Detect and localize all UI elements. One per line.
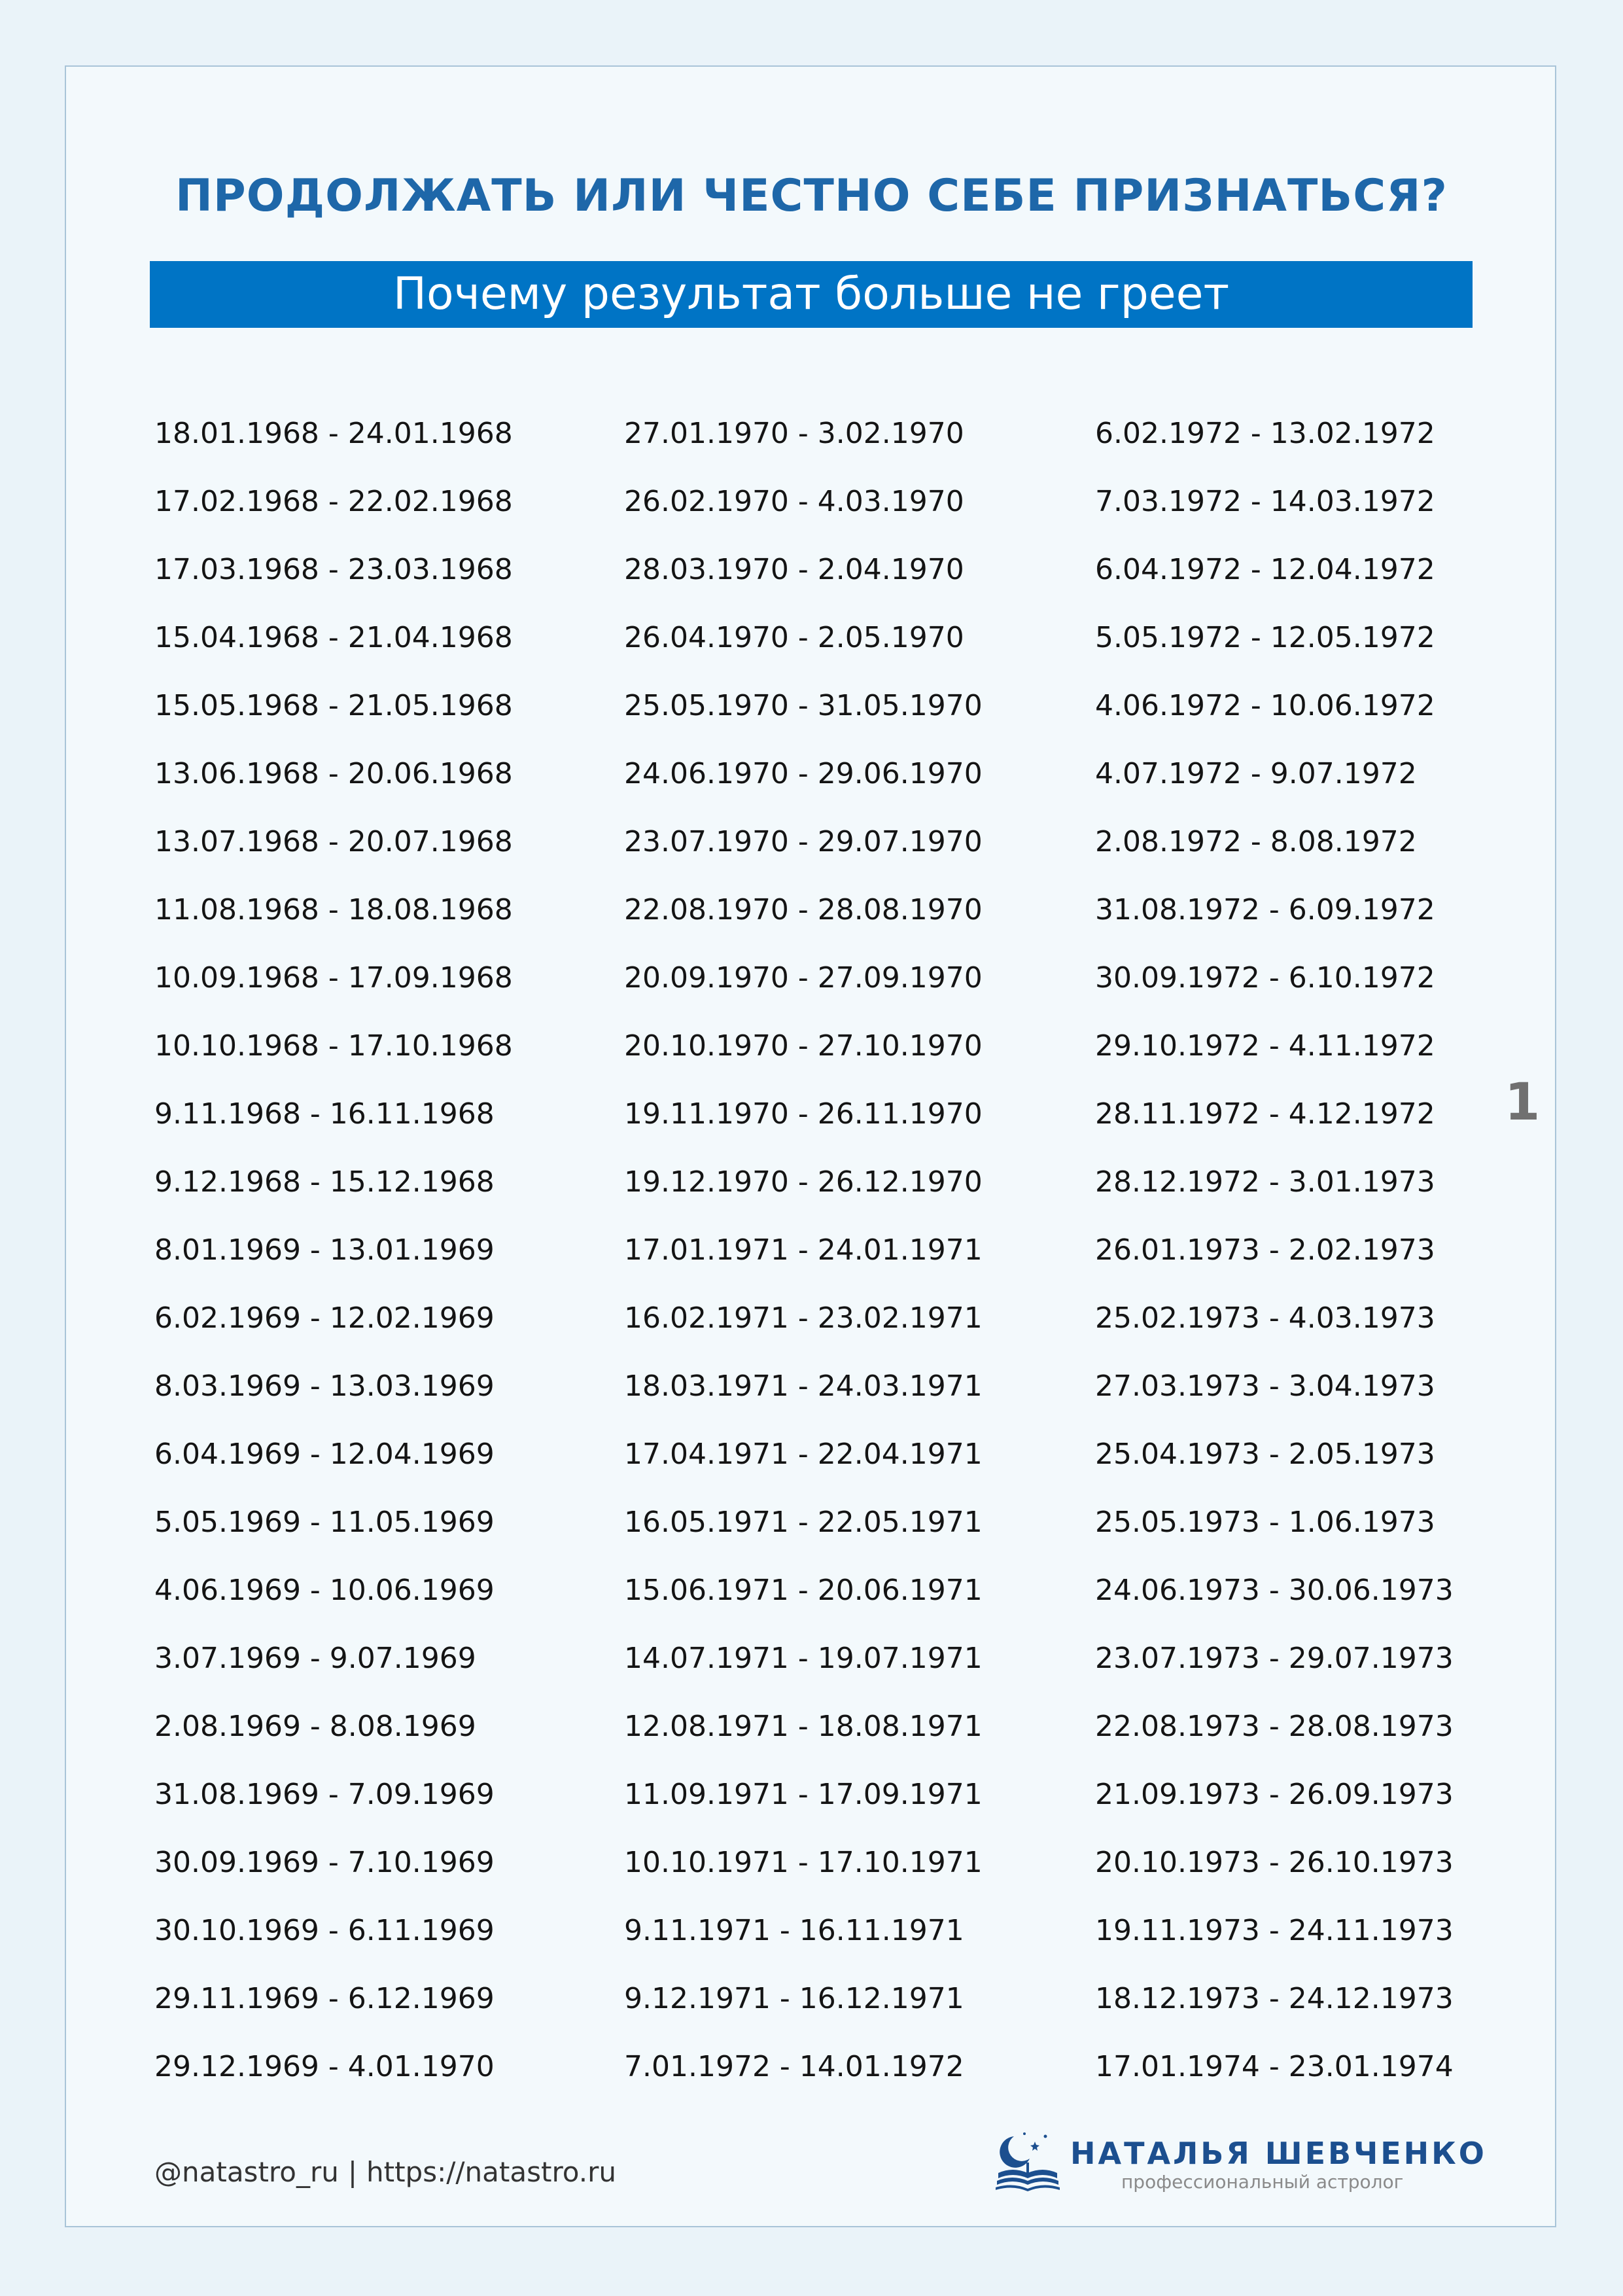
date-range-item: 21.09.1973 - 26.09.1973 [1095,1778,1454,1811]
date-range-item: 24.06.1973 - 30.06.1973 [1095,1574,1454,1607]
date-range-item: 26.01.1973 - 2.02.1973 [1095,1233,1435,1267]
brand-role: профессиональный астролог [1121,2171,1404,2193]
date-range-item: 31.08.1972 - 6.09.1972 [1095,893,1435,927]
page-number: 1 [1505,1073,1541,1132]
date-range-item: 24.06.1970 - 29.06.1970 [624,757,983,790]
date-range-item: 27.03.1973 - 3.04.1973 [1095,1369,1435,1403]
date-range-item: 17.01.1974 - 23.01.1974 [1095,2050,1454,2083]
date-range-item: 7.03.1972 - 14.03.1972 [1095,485,1435,518]
date-range-item: 15.06.1971 - 20.06.1971 [624,1574,983,1607]
date-range-item: 19.11.1970 - 26.11.1970 [624,1097,983,1131]
date-range-item: 25.05.1973 - 1.06.1973 [1095,1506,1435,1539]
date-range-item: 12.08.1971 - 18.08.1971 [624,1710,983,1743]
date-range-item: 17.02.1968 - 22.02.1968 [154,485,513,518]
date-range-item: 23.07.1973 - 29.07.1973 [1095,1642,1454,1675]
date-range-item: 11.09.1971 - 17.09.1971 [624,1778,983,1811]
date-range-item: 22.08.1970 - 28.08.1970 [624,893,983,927]
date-column-2 [624,408,990,2109]
date-range-item: 17.03.1968 - 23.03.1968 [154,553,513,586]
date-range-item: 4.06.1969 - 10.06.1969 [154,1574,495,1607]
date-range-item: 10.10.1971 - 17.10.1971 [624,1846,983,1879]
date-range-item: 30.10.1969 - 6.11.1969 [154,1914,495,1947]
date-range-item: 17.01.1971 - 24.01.1971 [624,1233,983,1267]
date-range-item: 6.04.1972 - 12.04.1972 [1095,553,1435,586]
date-range-item: 28.11.1972 - 4.12.1972 [1095,1097,1435,1131]
date-range-item: 6.02.1972 - 13.02.1972 [1095,417,1435,450]
date-range-item: 30.09.1972 - 6.10.1972 [1095,961,1435,995]
date-range-item: 19.12.1970 - 26.12.1970 [624,1165,983,1199]
date-range-item: 20.10.1973 - 26.10.1973 [1095,1846,1454,1879]
date-range-item: 17.04.1971 - 22.04.1971 [624,1438,983,1471]
subtitle-text: Почему результат больше не греет [393,268,1230,320]
date-range-item: 18.01.1968 - 24.01.1968 [154,417,513,450]
date-range-item: 9.12.1971 - 16.12.1971 [624,1982,964,2015]
date-column-3 [1095,408,1461,2109]
date-range-item: 16.05.1971 - 22.05.1971 [624,1506,983,1539]
date-range-item: 5.05.1969 - 11.05.1969 [154,1506,495,1539]
date-range-item: 28.12.1972 - 3.01.1973 [1095,1165,1435,1199]
date-range-item: 15.04.1968 - 21.04.1968 [154,621,513,654]
date-range-item: 14.07.1971 - 19.07.1971 [624,1642,983,1675]
subtitle-banner [150,261,1473,328]
date-range-item: 9.11.1968 - 16.11.1968 [154,1097,495,1131]
date-range-item: 29.12.1969 - 4.01.1970 [154,2050,495,2083]
date-range-item: 30.09.1969 - 7.10.1969 [154,1846,495,1879]
date-range-item: 5.05.1972 - 12.05.1972 [1095,621,1435,654]
date-range-item: 29.11.1969 - 6.12.1969 [154,1982,495,2015]
date-range-item: 2.08.1972 - 8.08.1972 [1095,825,1417,858]
date-range-item: 25.05.1970 - 31.05.1970 [624,689,983,722]
date-range-item: 7.01.1972 - 14.01.1972 [624,2050,964,2083]
date-range-item: 18.03.1971 - 24.03.1971 [624,1369,983,1403]
date-range-item: 27.01.1970 - 3.02.1970 [624,417,964,450]
date-range-item: 15.05.1968 - 21.05.1968 [154,689,513,722]
date-range-item: 6.04.1969 - 12.04.1969 [154,1438,495,1471]
date-range-item: 8.01.1969 - 13.01.1969 [154,1233,495,1267]
date-column-1 [154,408,521,2109]
website-link[interactable]: https://natastro.ru [366,2156,616,2188]
date-range-item: 31.08.1969 - 7.09.1969 [154,1778,495,1811]
social-handle-link[interactable]: @natastro_ru [154,2156,339,2188]
date-range-item: 8.03.1969 - 13.03.1969 [154,1369,495,1403]
date-range-item: 13.06.1968 - 20.06.1968 [154,757,513,790]
date-range-item: 9.11.1971 - 16.11.1971 [624,1914,964,1947]
date-range-item: 16.02.1971 - 23.02.1971 [624,1301,983,1335]
brand-block [992,2130,1489,2195]
date-range-item: 29.10.1972 - 4.11.1972 [1095,1029,1435,1063]
date-range-item: 13.07.1968 - 20.07.1968 [154,825,513,858]
date-range-item: 4.07.1972 - 9.07.1972 [1095,757,1417,790]
footer-separator: | [347,2156,357,2188]
date-range-item: 10.10.1968 - 17.10.1968 [154,1029,513,1063]
date-range-item: 25.04.1973 - 2.05.1973 [1095,1438,1435,1471]
date-range-item: 19.11.1973 - 24.11.1973 [1095,1914,1454,1947]
page-title: ПРОДОЛЖАТЬ ИЛИ ЧЕСТНО СЕБЕ ПРИЗНАТЬСЯ? [175,170,1448,222]
date-range-item: 3.07.1969 - 9.07.1969 [154,1642,476,1675]
date-range-item: 11.08.1968 - 18.08.1968 [154,893,513,927]
moon-book-logo-icon [992,2130,1064,2195]
date-range-item: 20.09.1970 - 27.09.1970 [624,961,983,995]
date-range-item: 10.09.1968 - 17.09.1968 [154,961,513,995]
date-range-item: 26.02.1970 - 4.03.1970 [624,485,964,518]
date-range-item: 23.07.1970 - 29.07.1970 [624,825,983,858]
date-range-item: 9.12.1968 - 15.12.1968 [154,1165,495,1199]
brand-name: НАТАЛЬЯ ШЕВЧЕНКО [1070,2136,1487,2171]
date-range-item: 4.06.1972 - 10.06.1972 [1095,689,1435,722]
footer-links [154,2153,616,2192]
date-range-item: 6.02.1969 - 12.02.1969 [154,1301,495,1335]
date-range-item: 20.10.1970 - 27.10.1970 [624,1029,983,1063]
date-range-item: 26.04.1970 - 2.05.1970 [624,621,964,654]
date-range-item: 2.08.1969 - 8.08.1969 [154,1710,476,1743]
date-range-item: 18.12.1973 - 24.12.1973 [1095,1982,1454,2015]
date-range-item: 28.03.1970 - 2.04.1970 [624,553,964,586]
date-range-item: 25.02.1973 - 4.03.1973 [1095,1301,1435,1335]
date-range-item: 22.08.1973 - 28.08.1973 [1095,1710,1454,1743]
